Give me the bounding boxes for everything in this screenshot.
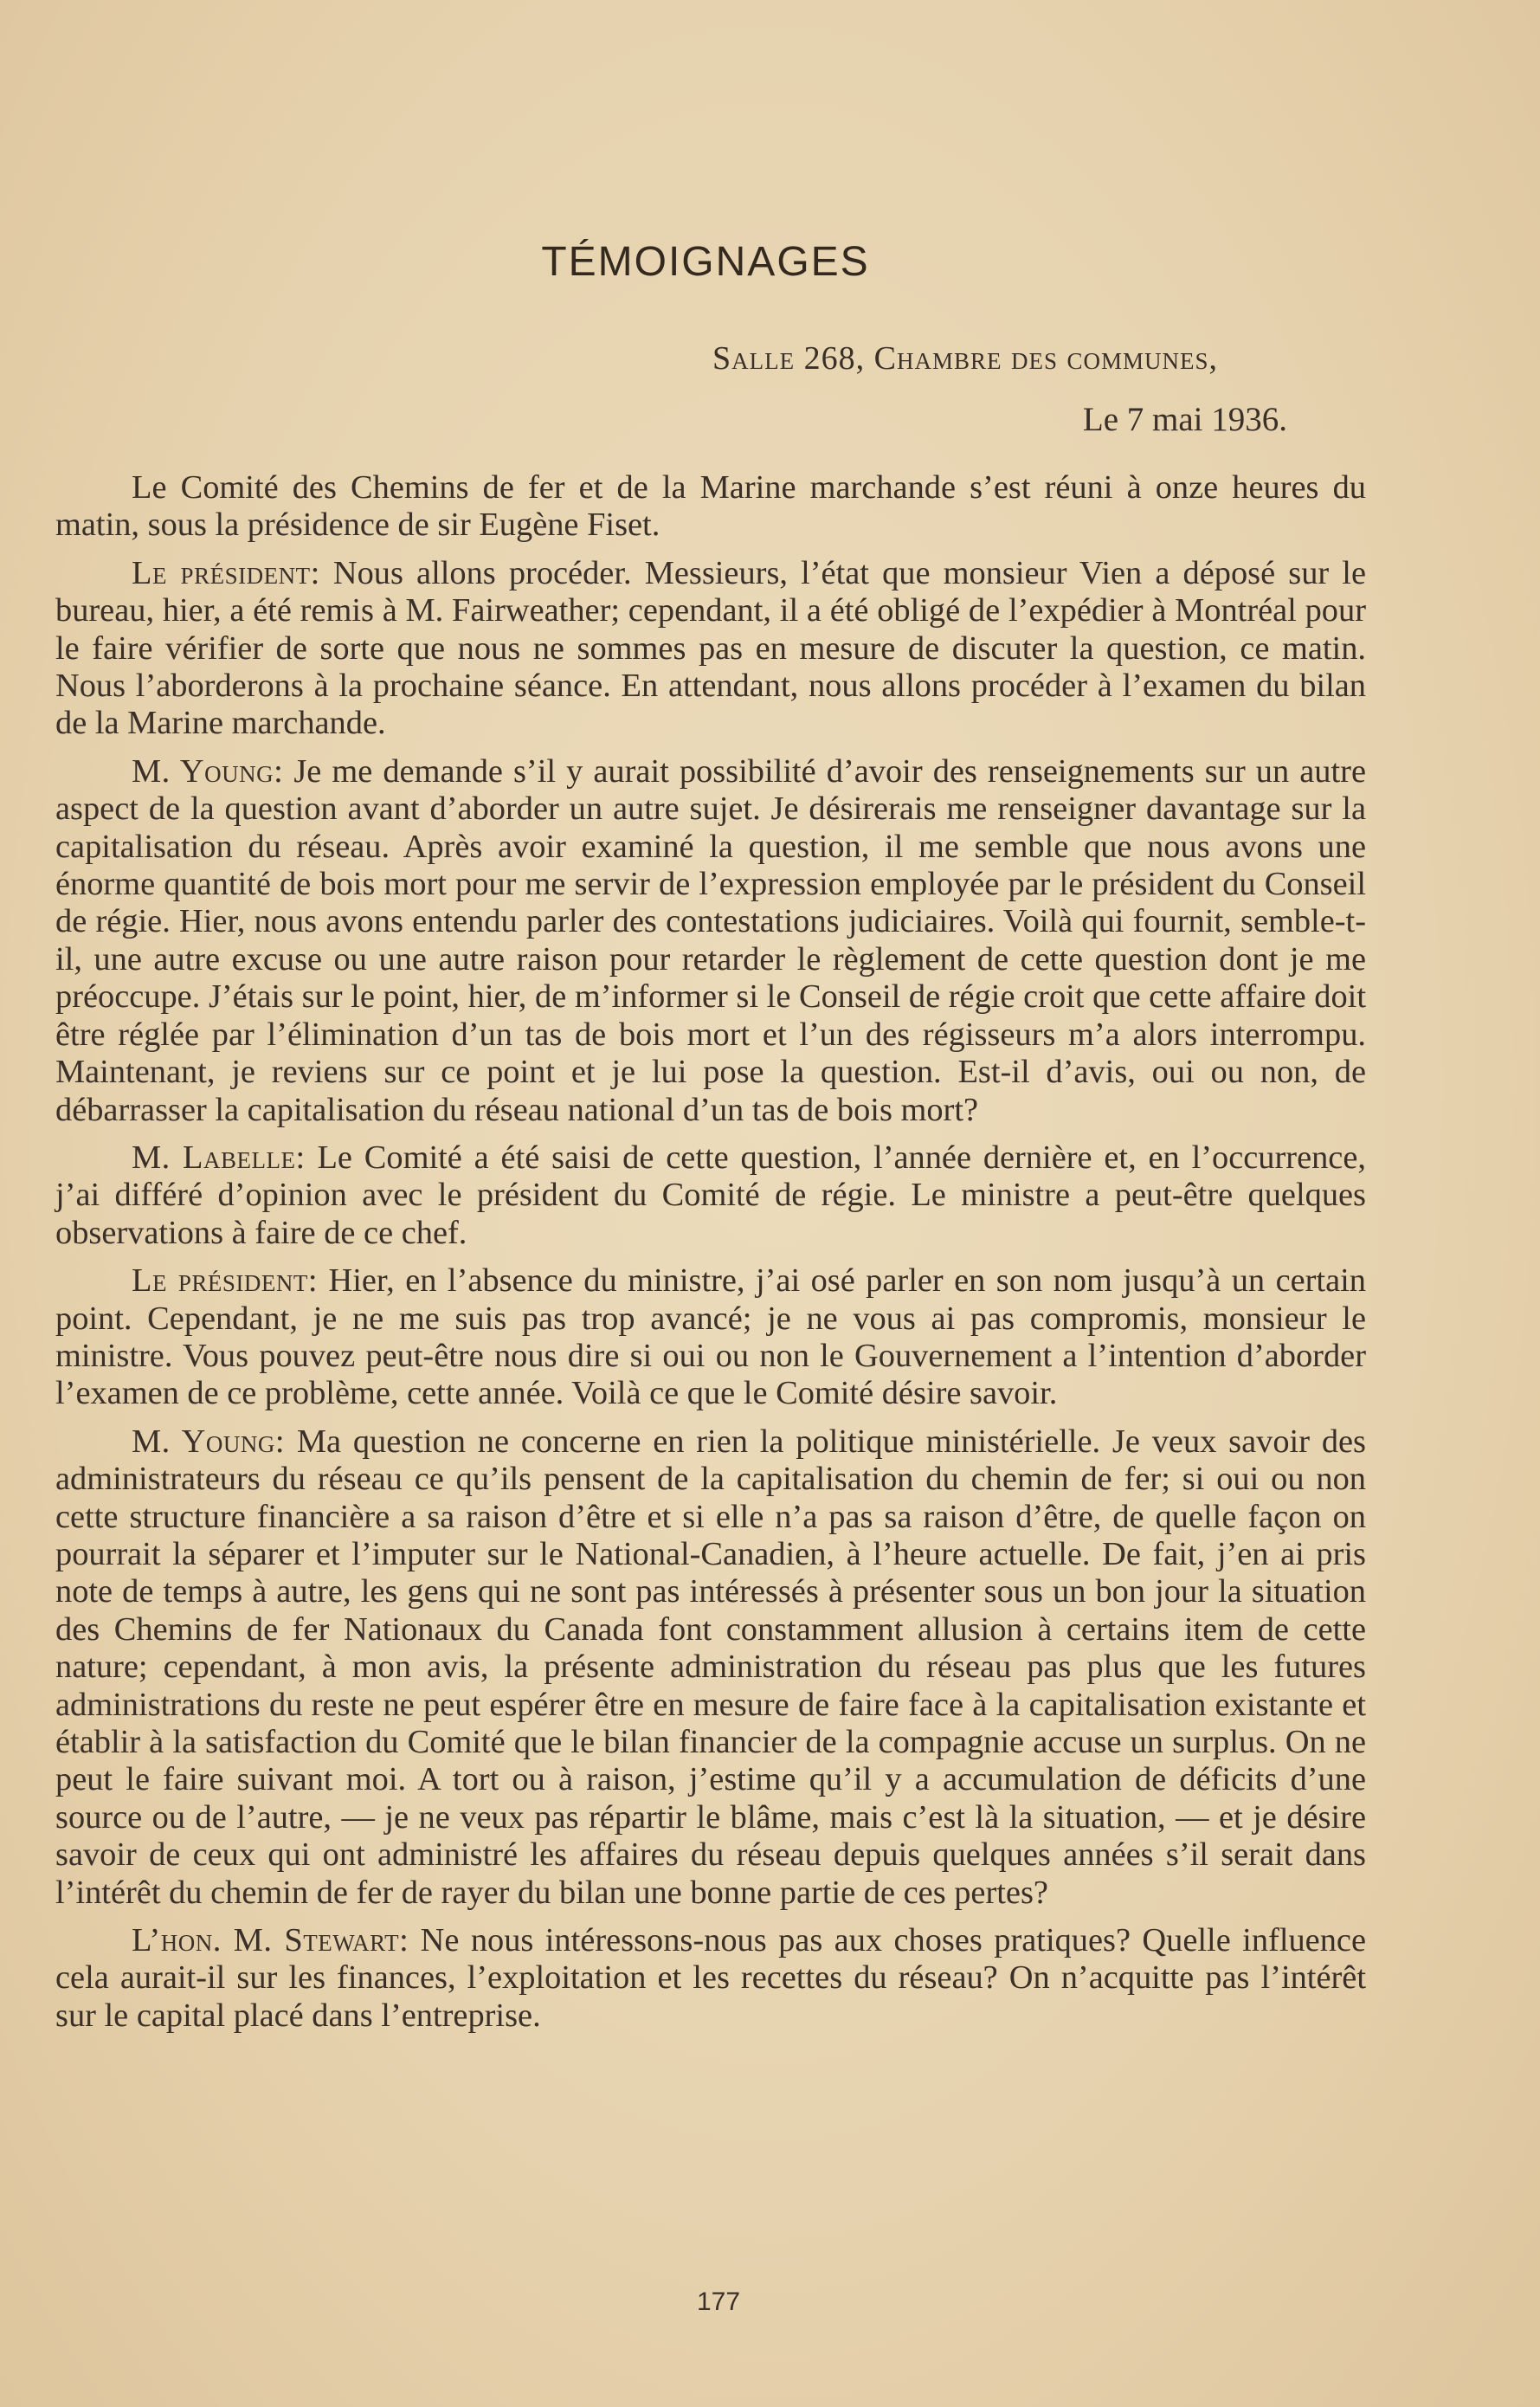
paragraph-text: Nous allons procéder. Messieurs, l’état que monsieur Vien a déposé sur le bureau, hier, a été remis à M. Fairweather; cependant, il a été obligé de l’expédier à Montréal pour le faire vérifier de sorte que nous ne sommes pas en mesure de discuter la question, ce matin. Nous l’aborderons à la prochaine séance. En attendant, nous allons procéder à l’examen du bilan de la Marine marchande.: [55, 554, 1366, 742]
speaker-name: L’hon. M. Stewart:: [132, 1922, 409, 1959]
page-title: TÉMOIGNAGES: [541, 239, 870, 285]
speaker-name: M. Young:: [132, 1423, 286, 1460]
speaker-name: Le président:: [132, 1262, 319, 1300]
paragraph-president-2: [55, 1262, 1366, 1413]
paragraph-opening: [55, 469, 1366, 545]
paragraph-young-2: [55, 1423, 1366, 1912]
session-location: Salle 268, Chambre des communes,: [712, 340, 1218, 377]
paragraph-young-1: [55, 753, 1366, 1129]
paragraph-text: Hier, en l’absence du ministre, j’ai osé parler en son nom jusqu’à un certain point. Cependant, je ne me suis pas trop avancé; je ne vous ai pas compromis, monsieur le ministre. Vous pouvez peut-être nous dire si oui ou non le Gouvernement a l’intention d’aborder l’examen de ce problème, cette année. Voilà ce que le Comité désire savoir.: [55, 1262, 1366, 1412]
paragraph-text: Ne nous intéressons-nous pas aux choses pratiques? Quelle influence cela aurait-il sur les finances, l’exploitation et les recettes du réseau? On n’acquitte pas l’intérêt sur le capital placé dans l’entreprise.: [55, 1922, 1366, 2034]
paragraph-labelle: [55, 1139, 1366, 1252]
speaker-name: M. Young:: [132, 752, 284, 790]
speaker-name: Le président:: [132, 554, 320, 591]
paragraph-stewart: [55, 1922, 1366, 2035]
transcript-body: [55, 469, 1366, 2045]
paragraph-text: Le Comité a été saisi de cette question, l’année dernière et, en l’occurrence, j’ai différé d’opinion avec le président du Comité de régie. Le ministre a peut-être quelques observations à faire de ce chef.: [55, 1139, 1366, 1251]
session-date: Le 7 mai 1936.: [1082, 401, 1287, 438]
paragraph-text: Ma question ne concerne en rien la politique ministérielle. Je veux savoir des administrateurs du réseau ce qu’ils pensent de la capitalisation du chemin de fer; si oui ou non cette structure financière a sa raison d’être et si elle n’a pas sa raison d’être, de quelle façon on pourrait la séparer et l’imputer sur le National-Canadien, à l’heure actuelle. De fait, j’en ai pris note de temps à autre, les gens qui ne sont pas intéressés à présenter sous un bon jour la situation des Chemins de fer Nationaux du Canada font constamment allusion à certains item de cette nature; cependant, à mon avis, la présente administration du réseau pas plus que les futures administrations du reste ne peut espérer être en mesure de faire face à la capitalisation existante et établir à la satisfaction du Comité que le bilan financier de la compagnie accuse un surplus. On ne peut le faire suivant moi. A tort ou à raison, j’estime qu’il y a accumulation de déficits d’une source ou de l’autre, — je ne veux pas répartir le blâme, mais c’est là la situation, — et je désire savoir de ceux qui ont administré les affaires du réseau depuis quelques années s’il serait dans l’intérêt du chemin de fer de rayer du bilan une bonne partie de ces pertes?: [55, 1423, 1366, 1911]
page-number: 177: [696, 2288, 741, 2316]
speaker-name: M. Labelle:: [132, 1139, 306, 1176]
paragraph-text: Le Comité des Chemins de fer et de la Marine marchande s’est réuni à onze heures du matin, sous la présidence de sir Eugène Fiset.: [55, 469, 1366, 544]
paragraph-text: Je me demande s’il y aurait possibilité d’avoir des renseignements sur un autre aspect de la question avant d’aborder un autre sujet. Je désirerais me renseigner davantage sur la capitalisation du réseau. Après avoir examiné la question, il me semble que nous avons une énorme quantité de bois mort pour me servir de l’expression employée par le président du Conseil de régie. Hier, nous avons entendu parler des contestations judiciaires. Voilà qui fournit, semble-t-il, une autre excuse ou une autre raison pour retarder le règlement de cette question dont je me préoccupe. J’étais sur le point, hier, de m’informer si le Conseil de régie croit que cette affaire doit être réglée par l’élimination d’un tas de bois mort et l’un des régisseurs m’a alors interrompu. Maintenant, je reviens sur ce point et je lui pose la question. Est-il d’avis, oui ou non, de débarrasser la capitalisation du réseau national d’un tas de bois mort?: [55, 752, 1366, 1128]
paragraph-president-1: [55, 555, 1366, 743]
